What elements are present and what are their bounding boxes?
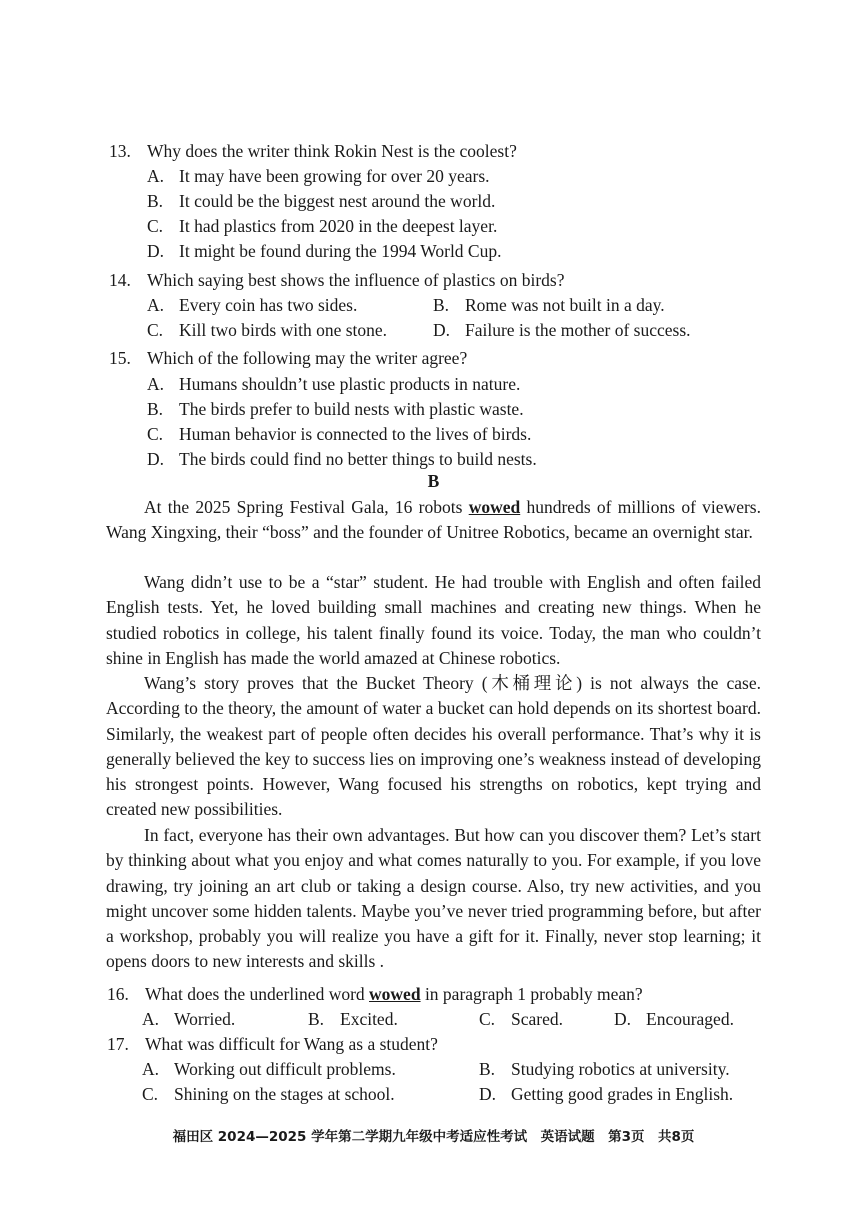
passage-paragraph-1: At the 2025 Spring Festival Gala, 16 robots wowed hundreds of millions of viewers. Wang Xingxing, their “boss” and the founder of Unitree Robotics, became an overnight star.	[106, 497, 761, 543]
question-17	[107, 1034, 438, 1055]
passage-paragraph-3: Wang’s story proves that the Bucket Theory (木桶理论) is not always the case. According to the theory, the amount of water a bucket can hold depends on its shortest board. Similarly, the weakest part of people often decides his overall performance. That’s why it is generally believed the key to success lies on improving one’s weakness instead of developing his strongest points. However, Wang focused his strengths on robotics, kept trying and created new possibilities.	[106, 673, 761, 820]
underlined-keyword: wowed	[369, 984, 421, 1004]
option-14b: B. Rome was not built in a day.	[433, 295, 665, 315]
option-14d: D. Failure is the mother of success.	[433, 320, 691, 340]
question-13	[109, 141, 517, 162]
option-17d: D. Getting good grades in English.	[479, 1084, 734, 1104]
option-14c: C. Kill two birds with one stone.	[147, 320, 388, 340]
option-17b: B. Studying robotics at university.	[479, 1059, 730, 1079]
question-14	[109, 270, 564, 291]
question-number: 14.	[109, 270, 131, 290]
question-number: 13.	[109, 141, 131, 161]
option-13c: C. It had plastics from 2020 in the deepest layer.	[147, 216, 498, 236]
question-15	[109, 348, 467, 369]
option-13d: D. It might be found during the 1994 World Cup.	[147, 241, 502, 261]
option-17c: C. Shining on the stages at school.	[142, 1084, 395, 1104]
question-number: 15.	[109, 348, 131, 368]
option-16c: C. Scared.	[479, 1009, 563, 1029]
option-16a: A. Worried.	[142, 1009, 236, 1029]
option-16d: D. Encouraged.	[614, 1009, 734, 1029]
question-text: What was difficult for Wang as a student?	[145, 1034, 438, 1054]
underlined-keyword: wowed	[468, 497, 521, 517]
option-13b: B. It could be the biggest nest around the world.	[147, 191, 496, 211]
question-text: Which saying best shows the influence of plastics on birds?	[147, 270, 565, 290]
question-number: 17.	[107, 1034, 129, 1054]
option-14a: A. Every coin has two sides.	[147, 295, 358, 315]
option-15c: C. Human behavior is connected to the lives of birds.	[147, 424, 532, 444]
option-15b: B. The birds prefer to build nests with plastic waste.	[147, 399, 524, 419]
passage-paragraph-4: In fact, everyone has their own advantages. But how can you discover them? Let’s start by thinking about what you enjoy and what comes naturally to you. For example, if you love drawing, try joining an art club or taking a design course. Also, try new activities, and you might uncover some hidden talents. Maybe you’ve never tried programming before, but after a workshop, probably you will realize you have a gift for it. Finally, never stop learning; it opens doors to new interests and skills .	[106, 825, 761, 972]
question-text: Which of the following may the writer agree?	[147, 348, 468, 368]
option-15d: D. The birds could find no better things to build nests.	[147, 449, 537, 469]
option-16b: B. Excited.	[308, 1009, 398, 1029]
question-16: 16. What does the underlined word wowed in paragraph 1 probably mean?	[107, 984, 643, 1004]
option-15a: A. Humans shouldn’t use plastic products in nature.	[147, 374, 521, 394]
option-17a: A. Working out difficult problems.	[142, 1059, 396, 1079]
page-footer: 福田区 2024—2025 学年第二学期九年级中考适应性考试 英语试题 第3页 共8页	[172, 1129, 695, 1145]
option-13a: A. It may have been growing for over 20 years.	[147, 166, 490, 186]
passage-paragraph-2: Wang didn’t use to be a “star” student. He had trouble with English and often failed English tests. Yet, he loved building small machines and creating new things. When he studied robotics in college, his talent finally found its voice. Today, the man who couldn’t shine in English has made the world amazed at Chinese robotics.	[106, 572, 761, 668]
question-text: Why does the writer think Rokin Nest is the coolest?	[147, 141, 517, 161]
question-number: 16.	[107, 984, 129, 1004]
section-heading: B	[427, 471, 440, 491]
